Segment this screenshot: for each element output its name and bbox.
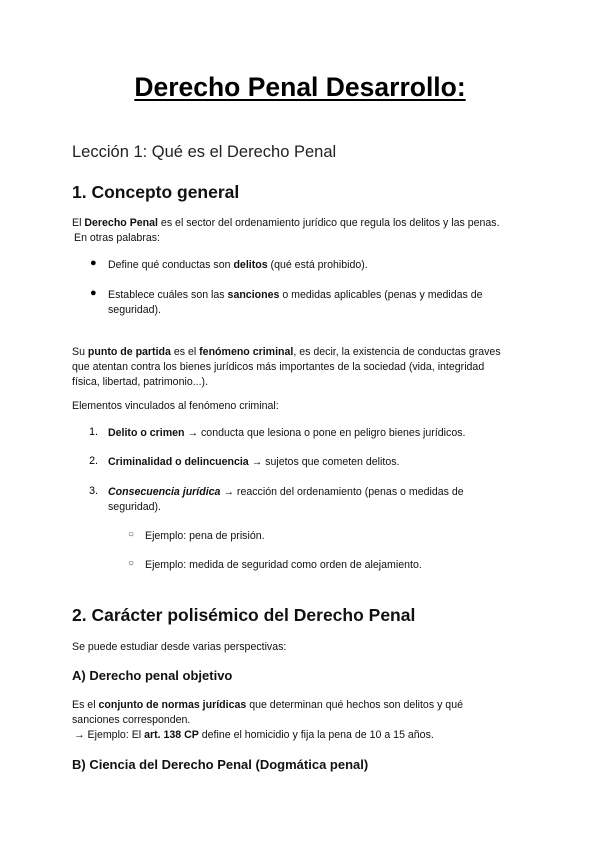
- section-2-heading: 2. Carácter polisémico del Derecho Penal: [72, 605, 416, 625]
- list-number: 1.: [89, 426, 98, 438]
- text-run: define el homicidio y fija la pena de 10 a 15 años.: [198, 729, 434, 741]
- text-run: Define qué conductas son: [108, 259, 234, 271]
- bullet-item-2: [108, 288, 483, 303]
- s1-paragraph-2-line2: que atentan contra los bienes jurídicos más importantes de la sociedad (vida, integridad: [72, 361, 485, 373]
- bold-text-run: Derecho Penal: [84, 217, 158, 229]
- page-title: Derecho Penal Desarrollo:: [134, 72, 466, 102]
- section-2b-heading: B) Ciencia del Derecho Penal (Dogmática penal): [72, 757, 369, 772]
- numbered-item-2-term: Criminalidad o delincuencia: [108, 456, 249, 468]
- bullet-item-2-line2: seguridad).: [108, 304, 161, 316]
- text-run: Es el: [72, 699, 99, 711]
- text-run: o medidas aplicables (penas y medidas de: [279, 289, 483, 301]
- text-run: Establece cuáles son las: [108, 289, 228, 301]
- numbered-item-2-text: → sujetos que cometen delitos.: [248, 456, 400, 468]
- text-run: , es decir, la existencia de conductas graves: [293, 346, 501, 358]
- s1-paragraph-2: [72, 345, 501, 360]
- bold-text-run: punto de partida: [87, 346, 171, 358]
- section-2a-heading: A) Derecho penal objetivo: [72, 668, 233, 683]
- bullet-dot-icon: ●: [90, 287, 97, 299]
- numbered-item-3-line2: seguridad).: [108, 501, 161, 513]
- section-1-heading: 1. Concepto general: [72, 182, 240, 202]
- hollow-bullet-icon: ○: [128, 529, 135, 540]
- text-run: (qué está prohibido).: [267, 259, 368, 271]
- text-run: Su: [72, 346, 88, 358]
- bold-text-run: fenómeno criminal: [199, 346, 294, 358]
- numbered-item-3-term: Consecuencia jurídica: [108, 486, 221, 498]
- bullet-dot-icon: ●: [90, 257, 97, 269]
- numbered-item-3: [108, 485, 464, 500]
- s1-paragraph-2-line3: física, libertad, patrimonio...).: [72, 376, 209, 388]
- text-run: que determinan qué hechos son delitos y qué: [246, 699, 463, 711]
- s2a-line-1: [72, 698, 463, 713]
- numbered-item-1-term: Delito o crimen: [108, 427, 185, 439]
- s1-paragraph-3: Elementos vinculados al fenómeno criminal:: [72, 400, 279, 412]
- s2a-line-2: sanciones corresponden.: [72, 714, 191, 726]
- bold-text-run: sanciones: [227, 289, 280, 301]
- numbered-item-1-text: → conducta que lesiona o pone en peligro bienes jurídicos.: [184, 427, 466, 439]
- text-run: → Ejemplo: El: [74, 729, 145, 741]
- s2a-line-3: [74, 728, 434, 743]
- hollow-bullet-icon: ○: [128, 558, 135, 569]
- list-number: 3.: [89, 485, 98, 497]
- text-run: es el sector del ordenamiento jurídico que regula los delitos y las penas.: [157, 217, 500, 229]
- bold-text-run: delitos: [233, 259, 268, 271]
- list-number: 2.: [89, 455, 98, 467]
- bold-text-run: conjunto de normas jurídicas: [98, 699, 247, 711]
- sub-bullet-2: Ejemplo: medida de seguridad como orden de alejamiento.: [145, 559, 422, 571]
- numbered-item-1: [108, 426, 465, 441]
- s2-paragraph-1: Se puede estudiar desde varias perspectivas:: [72, 641, 287, 653]
- bullet-item-1: [108, 258, 368, 273]
- numbered-item-3-text: → reacción del ordenamiento (penas o medidas de: [220, 486, 464, 498]
- sub-bullet-1: Ejemplo: pena de prisión.: [145, 530, 265, 542]
- text-run: es el: [170, 346, 200, 358]
- numbered-item-2: [108, 455, 399, 470]
- lesson-subtitle: Lección 1: Qué es el Derecho Penal: [72, 143, 337, 161]
- s1-paragraph-1: [72, 216, 500, 231]
- text-run: El: [72, 217, 85, 229]
- bold-text-run: art. 138 CP: [144, 729, 199, 741]
- s1-paragraph-1-line2: En otras palabras:: [74, 232, 160, 244]
